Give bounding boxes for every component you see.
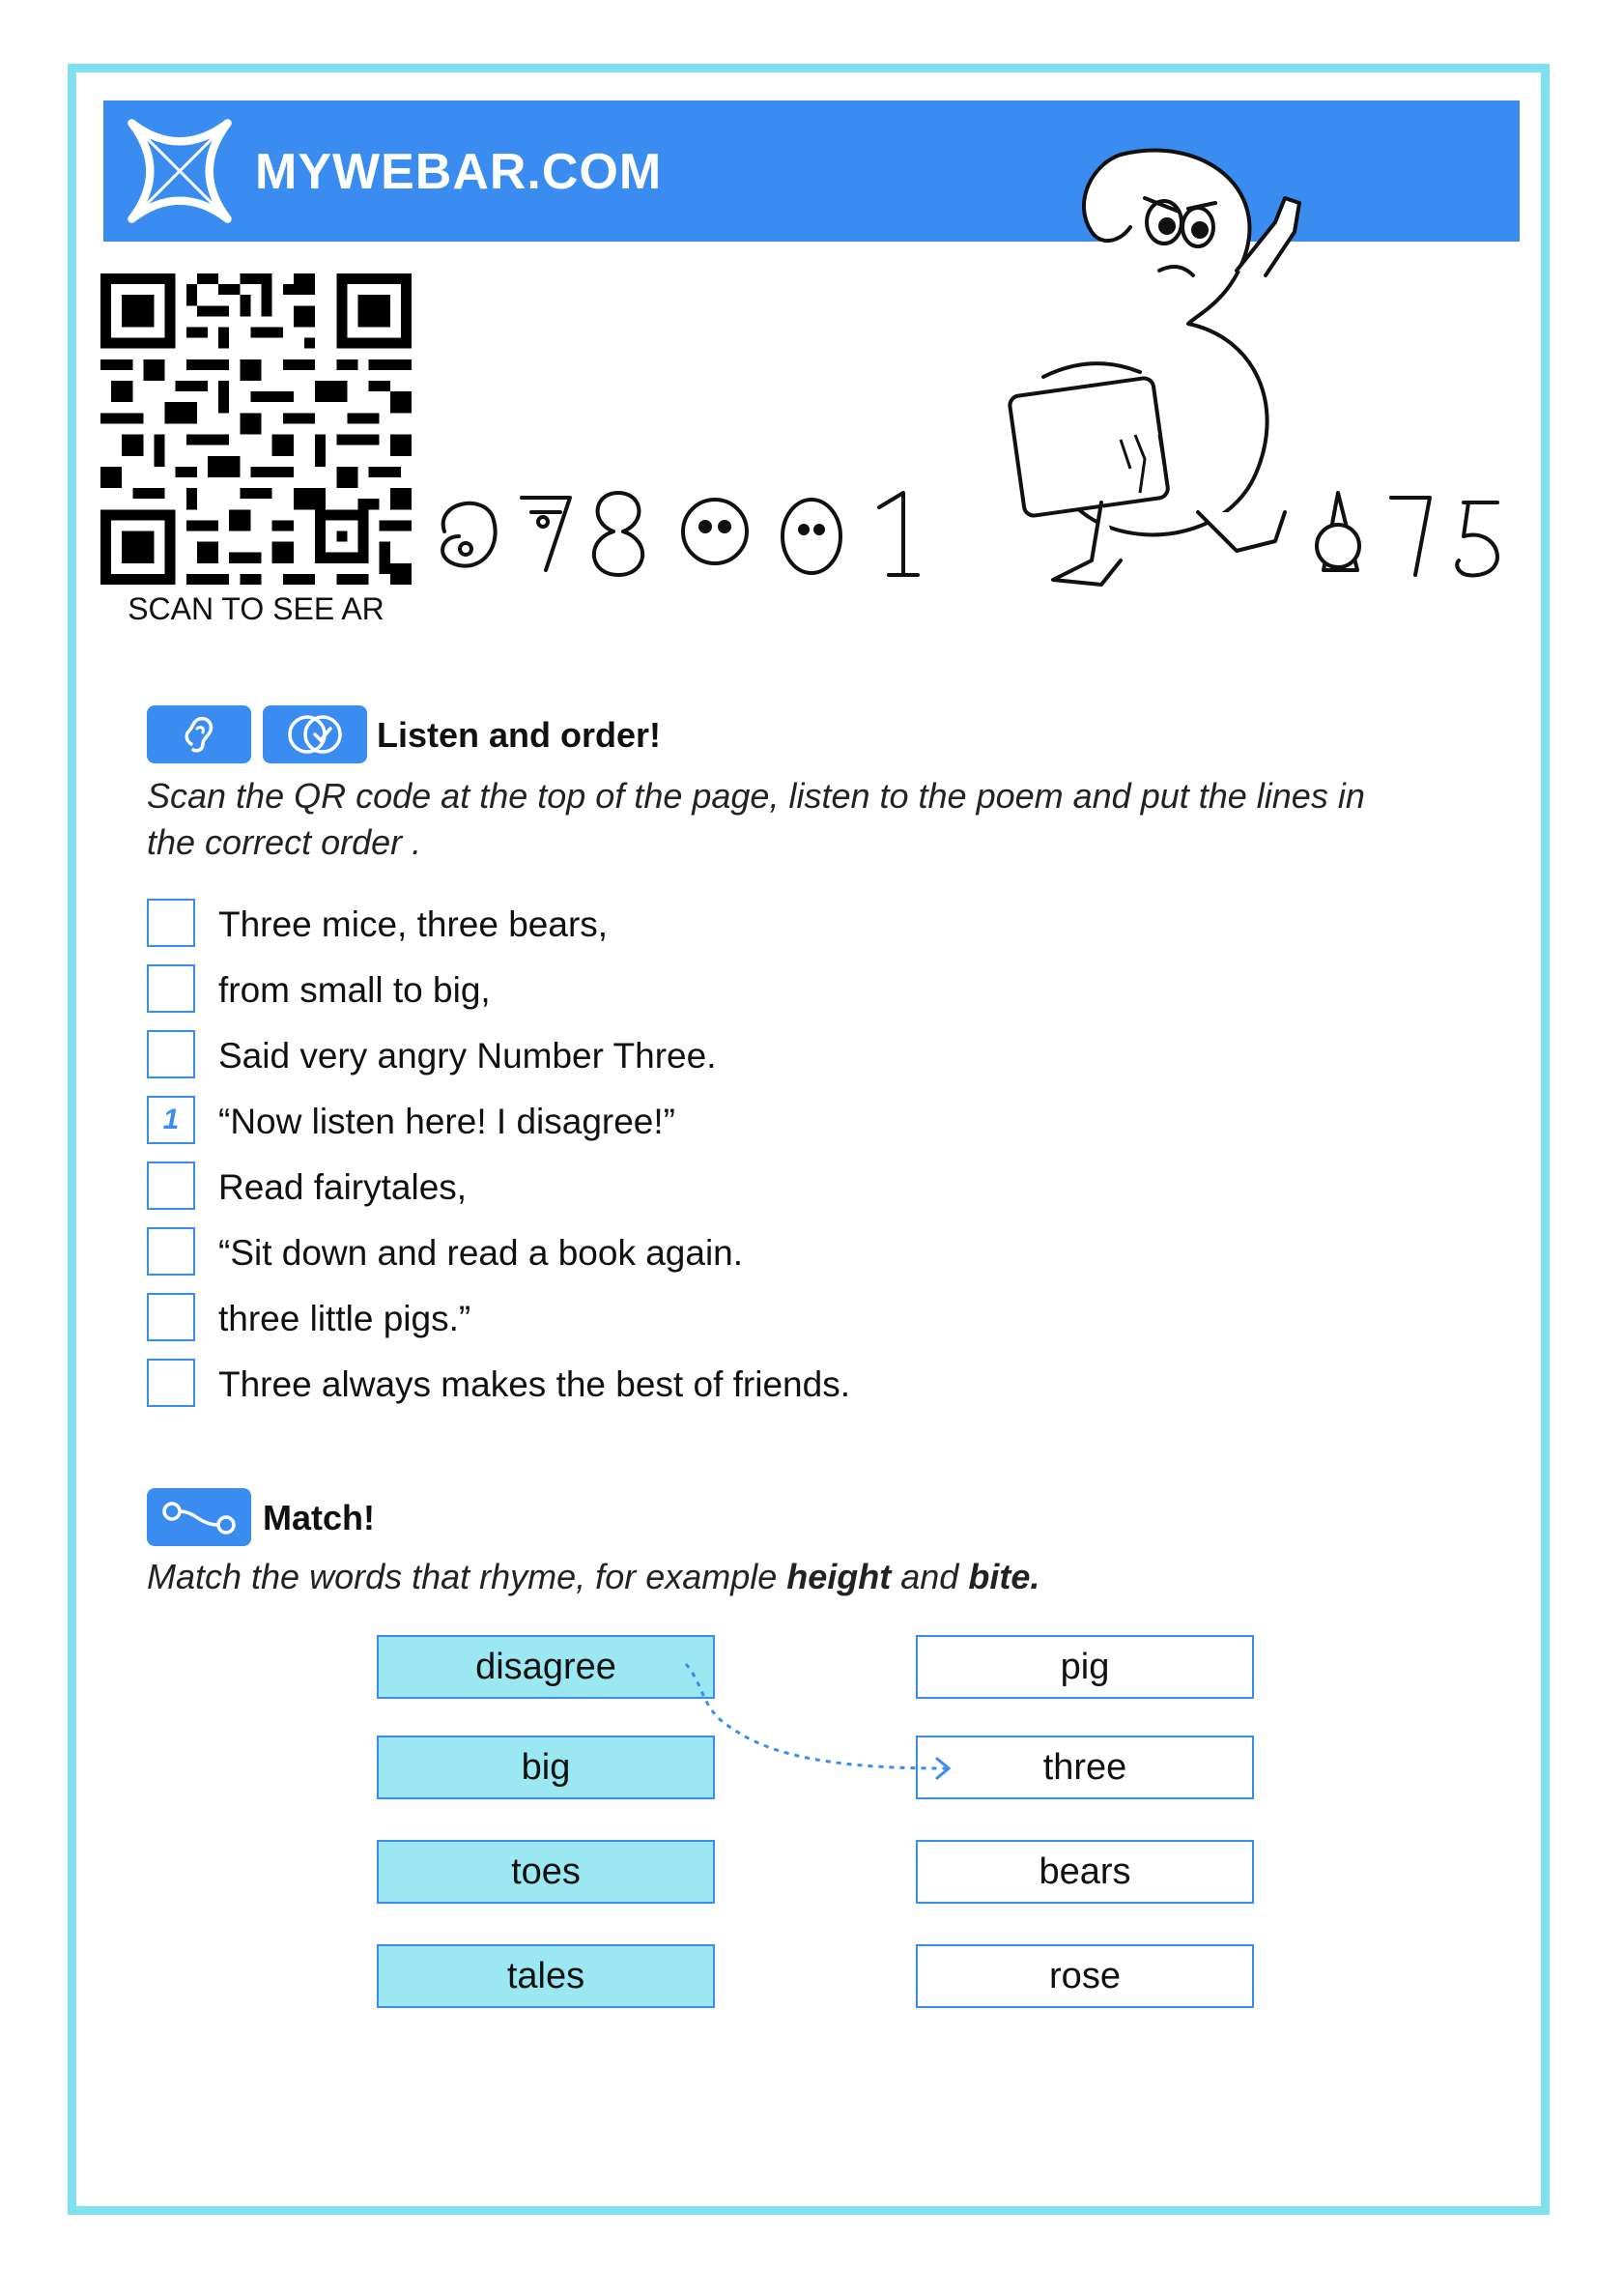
order-number-box[interactable] [147,1293,195,1341]
match-section-title: Match! [263,1498,375,1537]
mywebar-logo-icon [123,114,237,228]
qr-caption: SCAN TO SEE AR [128,591,384,626]
left-word-box[interactable]: disagree [377,1635,715,1699]
circles-check-icon [263,705,367,763]
number-characters-illustration [425,145,1526,638]
order-number-box[interactable] [147,1162,195,1210]
example-word-bite: bite. [968,1557,1040,1596]
poem-line: Said very angry Number Three. [218,1036,717,1076]
poem-line: Three always makes the best of friends. [218,1364,850,1404]
match-instruction-and: and [891,1557,969,1596]
listen-instruction-line2: the correct order . [147,822,422,862]
listen-section-title: Listen and order! [377,715,662,755]
example-match-arrow [676,1643,966,1797]
right-word-box[interactable]: pig [916,1635,1254,1699]
order-number-box[interactable] [147,964,195,1013]
left-word-box[interactable]: toes [377,1840,715,1904]
poem-line: Read fairytales, [218,1167,468,1207]
left-word-box[interactable]: tales [377,1944,715,2008]
right-word-box[interactable]: three [916,1736,1254,1799]
order-number-box[interactable] [147,1030,195,1078]
poem-line: “Now listen here! I disagree!” [218,1102,675,1141]
order-number-box[interactable]: 1 [147,1096,195,1144]
order-number-box[interactable] [147,1227,195,1276]
match-instruction [147,1554,1039,1600]
connect-icon [147,1488,251,1546]
listen-instruction-line1: Scan the QR code at the top of the page, listen to the poem and put the lines in [147,776,1365,816]
order-number-box[interactable] [147,1359,195,1407]
listen-instruction [147,773,1499,866]
qr-code[interactable] [100,273,412,585]
right-word-box[interactable]: bears [916,1840,1254,1904]
right-word-box[interactable]: rose [916,1944,1254,2008]
order-number-box[interactable] [147,899,195,947]
match-instruction-text: Match the words that rhyme, for example [147,1557,787,1596]
example-word-height: height [786,1557,892,1596]
poem-line: “Sit down and read a book again. [218,1233,744,1273]
left-word-box[interactable]: big [377,1736,715,1799]
poem-line: three little pigs.” [218,1299,471,1338]
ear-icon [147,705,251,763]
poem-line: from small to big, [218,970,491,1010]
poem-line: Three mice, three bears, [218,904,609,944]
brand-name[interactable]: MYWEBAR.COM [255,144,663,200]
